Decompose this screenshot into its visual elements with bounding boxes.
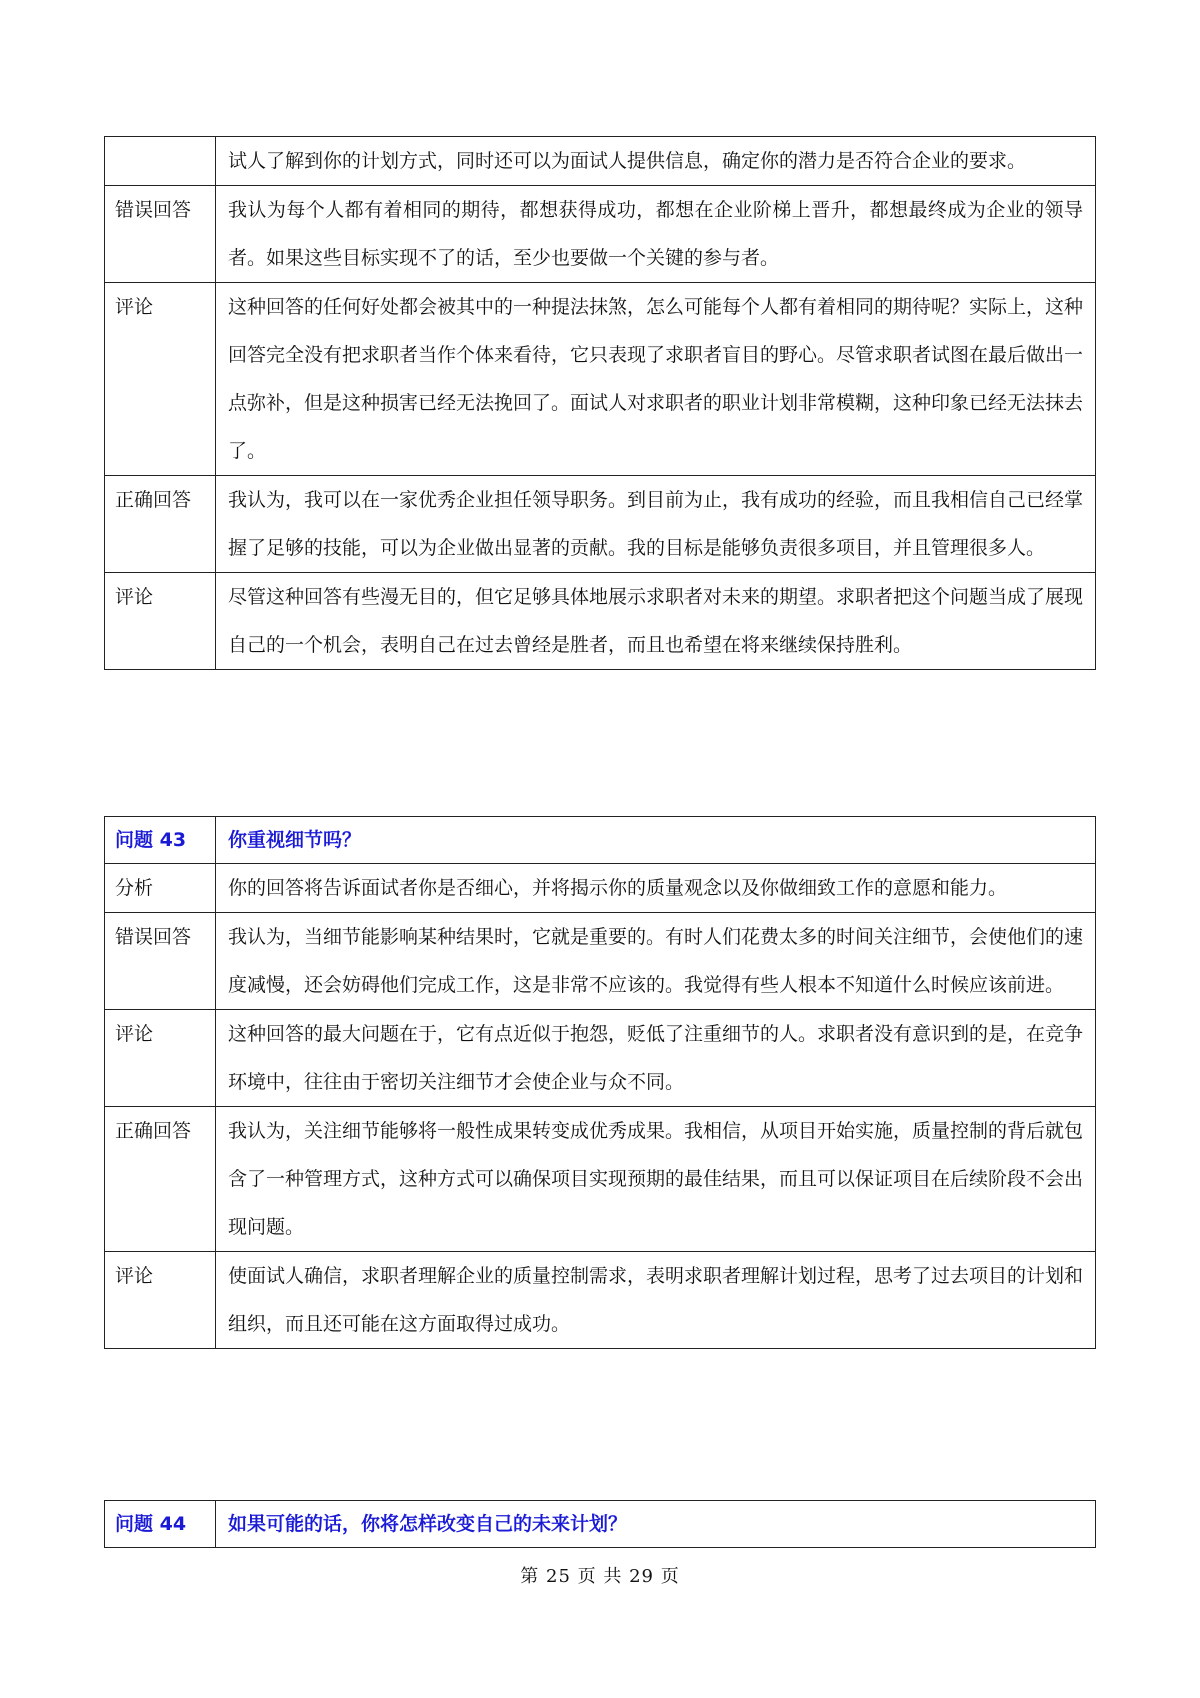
row-text: 试人了解到你的计划方式，同时还可以为面试人提供信息，确定你的潜力是否符合企业的要求。 [216,137,1096,186]
table-row [105,913,1096,1010]
table-row [105,864,1096,913]
row-text: 使面试人确信，求职者理解企业的质量控制需求，表明求职者理解计划过程，思考了过去项目的计划和组织，而且还可能在这方面取得过成功。 [216,1252,1096,1349]
row-label: 错误回答 [105,186,216,283]
row-text: 这种回答的最大问题在于，它有点近似于抱怨，贬低了注重细节的人。求职者没有意识到的是，在竞争环境中，往往由于密切关注细节才会使企业与众不同。 [216,1010,1096,1107]
row-label: 评论 [105,283,216,476]
row-text: 这种回答的任何好处都会被其中的一种提法抹煞，怎么可能每个人都有着相同的期待呢？实际上，这种回答完全没有把求职者当作个体来看待，它只表现了求职者盲目的野心。尽管求职者试图在最后做出一点弥补，但是这种损害已经无法挽回了。面试人对求职者的职业计划非常模糊，这种印象已经无法抹去了。 [216,283,1096,476]
table-row [105,1107,1096,1252]
row-text: 我认为，我可以在一家优秀企业担任领导职务。到目前为止，我有成功的经验，而且我相信自己已经掌握了足够的技能，可以为企业做出显著的贡献。我的目标是能够负责很多项目，并且管理很多人。 [216,476,1096,573]
row-label [105,137,216,186]
row-label: 评论 [105,1252,216,1349]
row-text: 我认为每个人都有着相同的期待，都想获得成功，都想在企业阶梯上晋升，都想最终成为企业的领导者。如果这些目标实现不了的话，至少也要做一个关键的参与者。 [216,186,1096,283]
table-row [105,476,1096,573]
question-header-row [105,817,1096,864]
table-row [105,1010,1096,1107]
qa-table-question-44 [104,1500,1096,1548]
table-row [105,573,1096,670]
row-label: 评论 [105,573,216,670]
row-text: 尽管这种回答有些漫无目的，但它足够具体地展示求职者对未来的期望。求职者把这个问题当成了展现自己的一个机会，表明自己在过去曾经是胜者，而且也希望在将来继续保持胜利。 [216,573,1096,670]
question-text: 你重视细节吗？ [216,817,1096,864]
row-label: 正确回答 [105,476,216,573]
row-label: 分析 [105,864,216,913]
row-label: 评论 [105,1010,216,1107]
row-text: 我认为，关注细节能够将一般性成果转变成优秀成果。我相信，从项目开始实施，质量控制的背后就包含了一种管理方式，这种方式可以确保项目实现预期的最佳结果，而且可以保证项目在后续阶段不会出现问题。 [216,1107,1096,1252]
row-text: 你的回答将告诉面试者你是否细心，并将揭示你的质量观念以及你做细致工作的意愿和能力。 [216,864,1096,913]
table-row [105,1252,1096,1349]
row-label: 正确回答 [105,1107,216,1252]
table-row [105,186,1096,283]
row-text: 我认为，当细节能影响某种结果时，它就是重要的。有时人们花费太多的时间关注细节，会使他们的速度减慢，还会妨碍他们完成工作，这是非常不应该的。我觉得有些人根本不知道什么时候应该前进。 [216,913,1096,1010]
table-row [105,137,1096,186]
page-number-footer: 第 25 页 共 29 页 [520,1566,680,1587]
qa-table-question-43 [104,816,1096,1349]
question-number: 问题 44 [105,1501,216,1548]
question-text: 如果可能的话，你将怎样改变自己的未来计划？ [216,1501,1096,1548]
row-label: 错误回答 [105,913,216,1010]
question-number: 问题 43 [105,817,216,864]
qa-table-continued [104,136,1096,670]
question-header-row [105,1501,1096,1548]
table-row [105,283,1096,476]
